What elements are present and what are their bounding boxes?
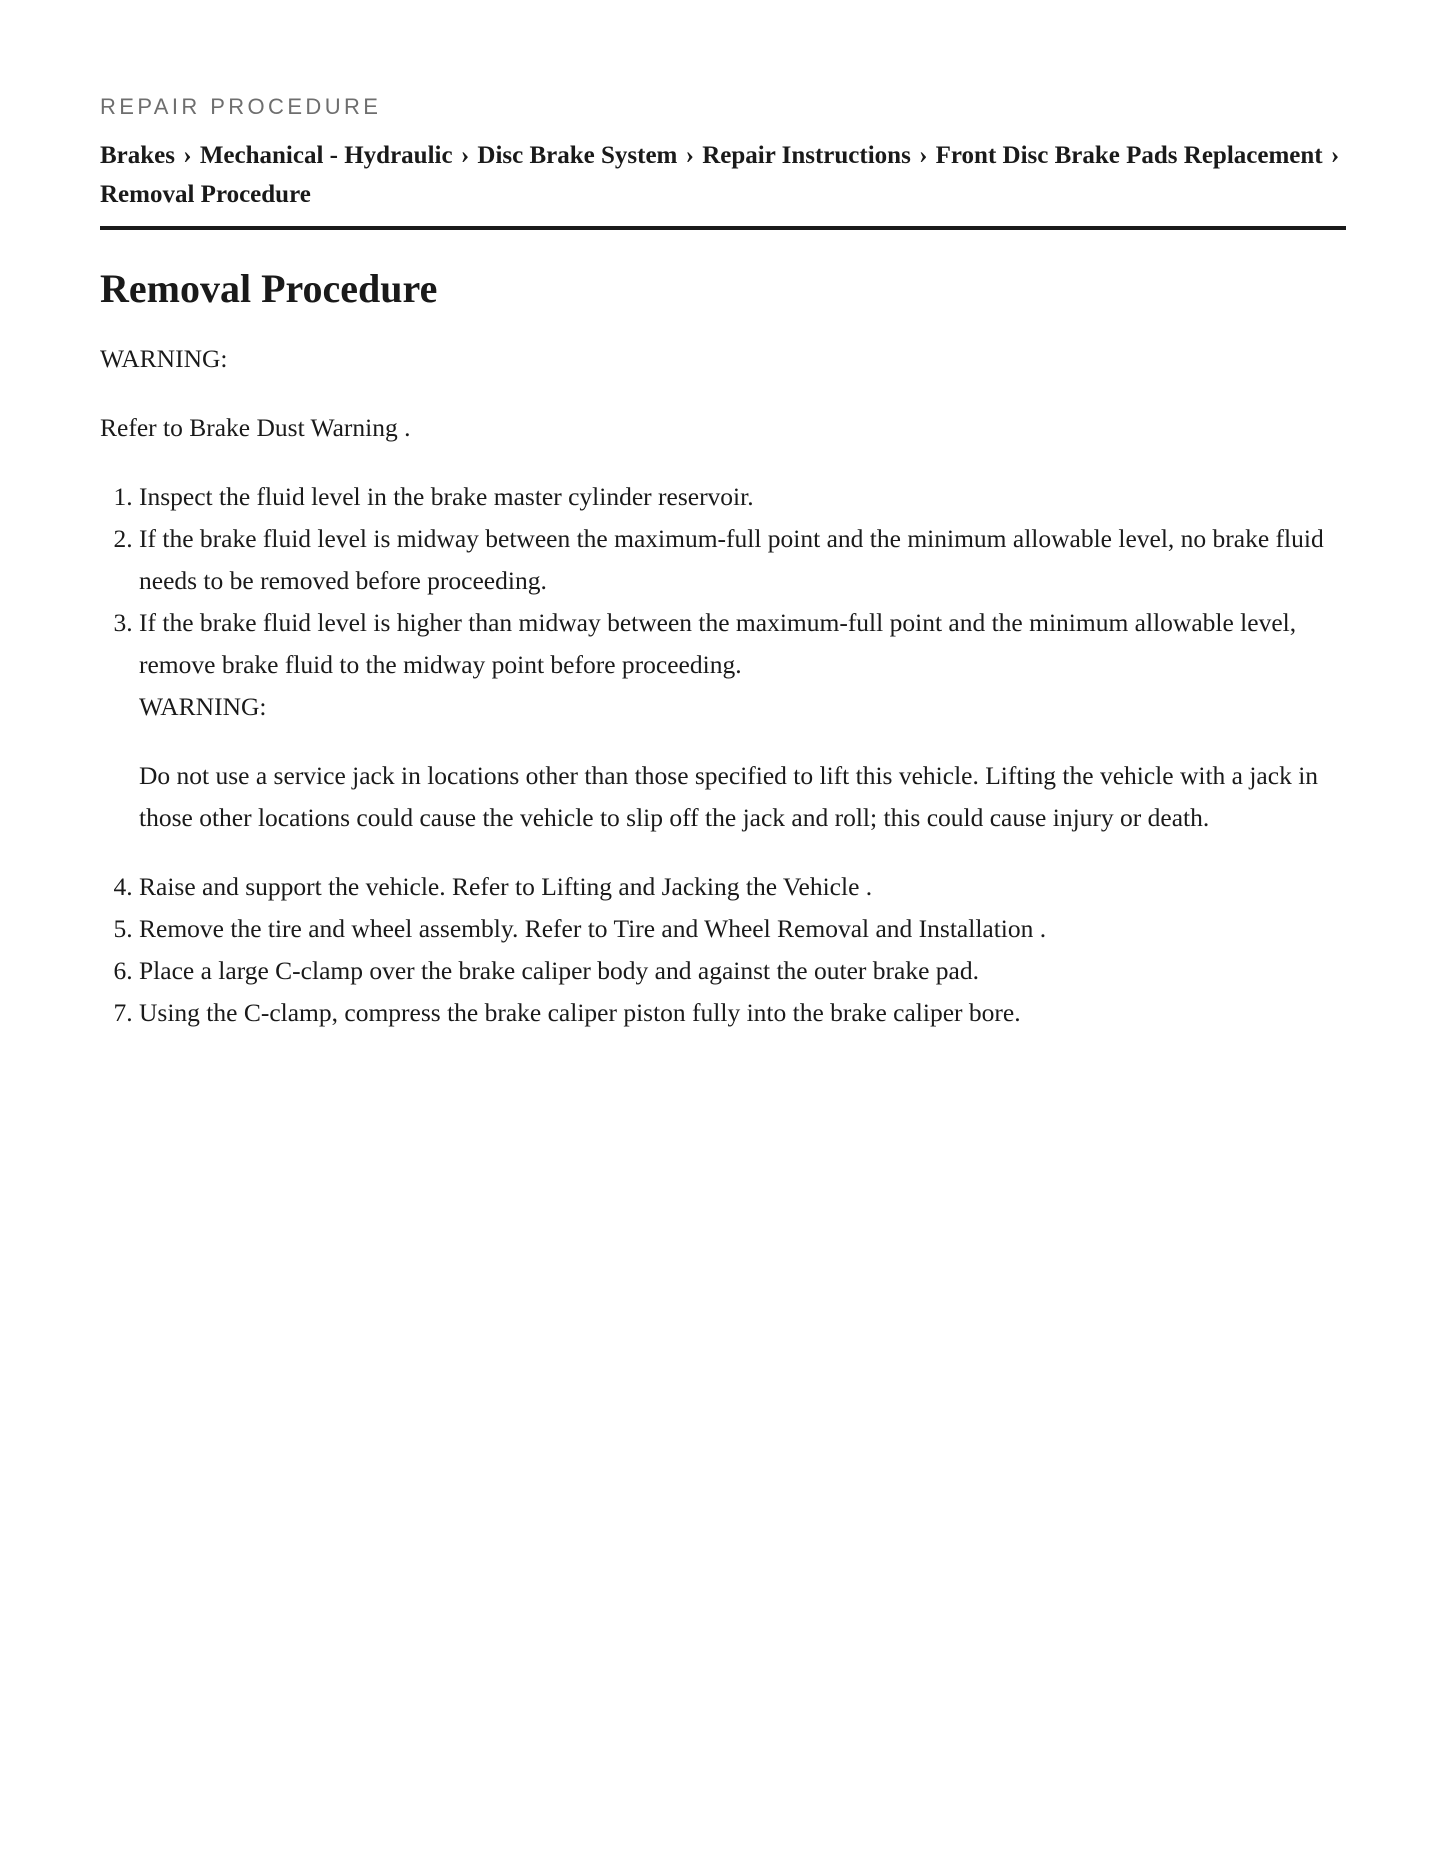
breadcrumb-separator: › [919, 142, 928, 169]
breadcrumb-item-repair-instructions[interactable]: Repair Instructions [702, 142, 911, 169]
page-title: Removal Procedure [100, 266, 438, 311]
step-warning-label: WARNING: [139, 692, 267, 721]
breadcrumb-item-front-disc-brake-pads[interactable]: Front Disc Brake Pads Replacement [935, 142, 1323, 169]
procedure-steps [100, 476, 1346, 1034]
step-text: If the brake fluid level is midway between the maximum-full point and the minimum allowable level, no brake fluid needs to be removed before proceeding. [139, 524, 1324, 595]
warning-label: WARNING: [100, 344, 228, 373]
step-text: Place a large C-clamp over the brake caliper body and against the outer brake pad. [139, 956, 979, 985]
section-kicker: REPAIR PROCEDURE [100, 94, 382, 119]
step-text: If the brake fluid level is higher than midway between the maximum-full point and the minimum allowable level, remove brake fluid to the midway point before proceeding. [139, 608, 1297, 679]
step-warning-text: Do not use a service jack in locations other than those specified to lift this vehicle. Lifting the vehicle with a jack in those other locations could cause the vehicle to slip off the jack and roll; this could cause injury or death. [139, 761, 1319, 832]
breadcrumb-separator: › [183, 142, 192, 169]
step-1 [139, 476, 1346, 518]
step-text: Using the C-clamp, compress the brake caliper piston fully into the brake caliper bore. [139, 998, 1021, 1027]
step-text: Raise and support the vehicle. Refer to Lifting and Jacking the Vehicle . [139, 872, 873, 901]
step-4 [139, 866, 1346, 908]
breadcrumb-separator: › [1330, 142, 1340, 169]
step-text: Inspect the fluid level in the brake master cylinder reservoir. [139, 482, 754, 511]
breadcrumb-item-mechanical-hydraulic[interactable]: Mechanical - Hydraulic [199, 142, 453, 169]
step-6 [139, 950, 1346, 992]
breadcrumb-item-removal-procedure: Removal Procedure [100, 181, 311, 208]
warning-reference: Refer to Brake Dust Warning . [100, 413, 411, 442]
step-text: Remove the tire and wheel assembly. Refer to Tire and Wheel Removal and Installation . [139, 914, 1047, 943]
step-7 [139, 992, 1346, 1034]
breadcrumb-separator: › [685, 142, 694, 169]
breadcrumb [100, 136, 1346, 230]
step-3 [139, 602, 1346, 839]
step-5 [139, 908, 1346, 950]
breadcrumb-separator: › [460, 142, 470, 169]
breadcrumb-item-disc-brake-system[interactable]: Disc Brake System [477, 142, 678, 169]
breadcrumb-item-brakes[interactable]: Brakes [100, 142, 175, 169]
document-page [100, 92, 1346, 1034]
step-2 [139, 518, 1346, 602]
